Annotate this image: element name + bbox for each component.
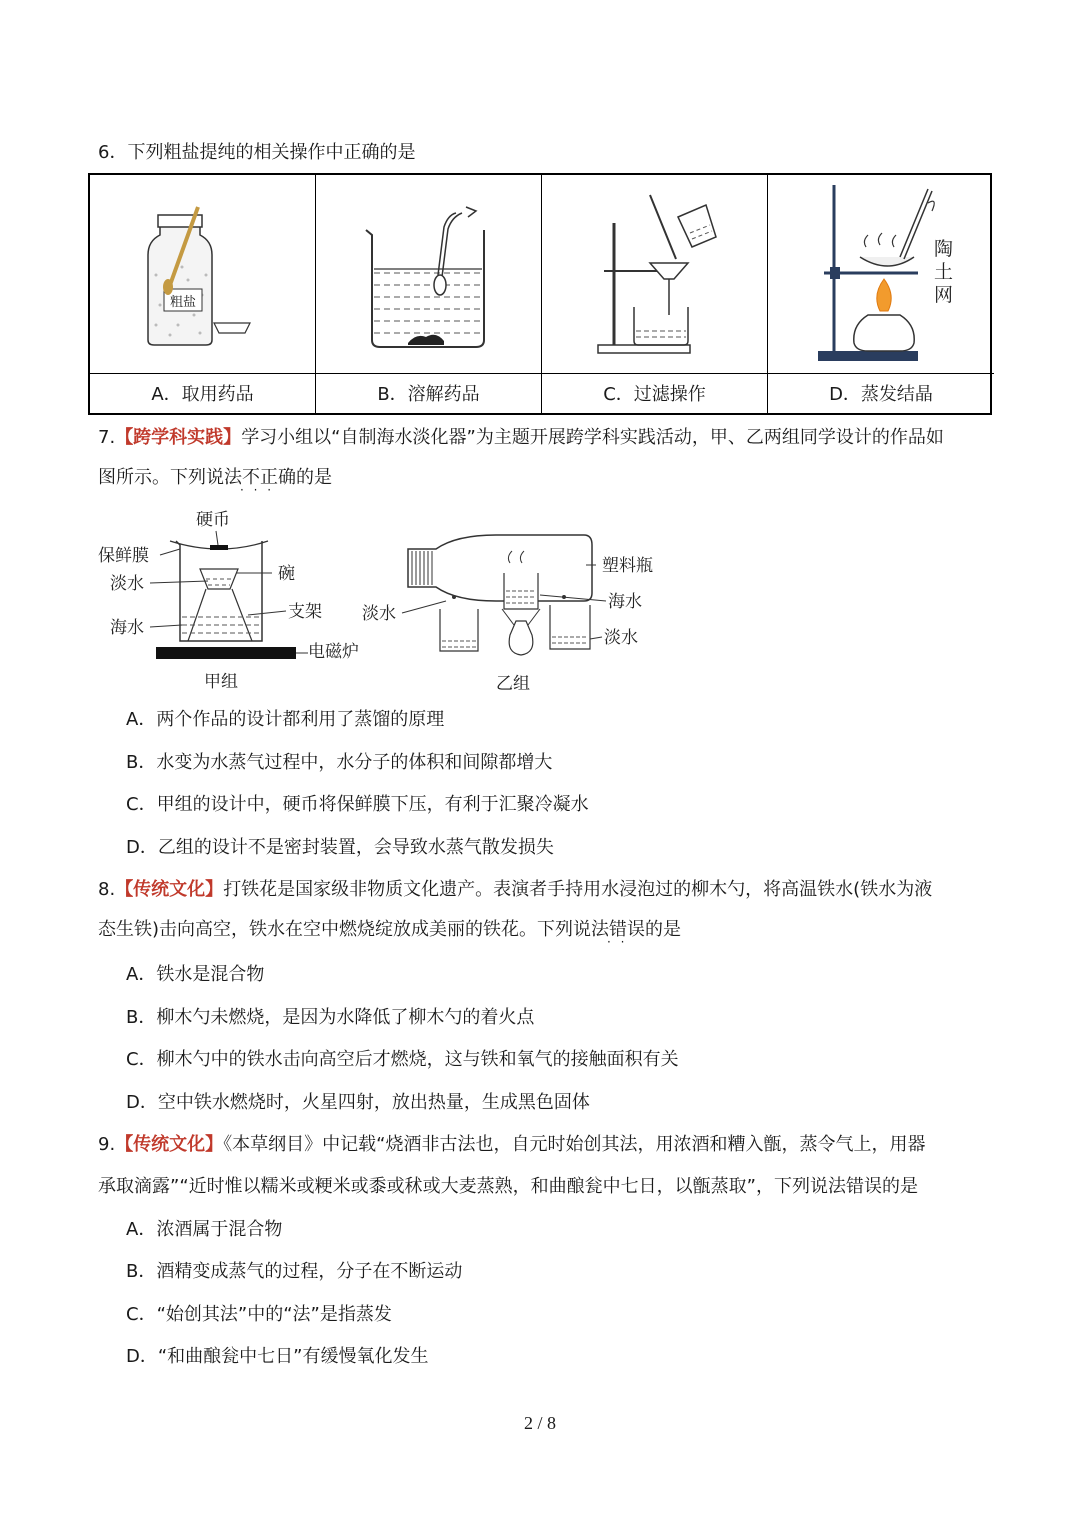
q6-caption-c: C．过滤操作: [542, 373, 768, 415]
label-group-a: 甲组: [204, 672, 238, 692]
q7-option-c: C．甲组的设计中，硬币将保鲜膜下压，有利于汇聚冷凝水: [126, 794, 589, 815]
q8-stem-line-1: [98, 878, 932, 902]
q6-caption-b: B．溶解药品: [316, 373, 542, 415]
label-fresh-water-a: 淡水: [110, 574, 144, 594]
q7-option-b: B．水变为水蒸气过程中，水分子的体积和间隙都增大: [126, 752, 553, 773]
q6-cell-a: [90, 175, 316, 373]
label-fresh-water-b1: 淡水: [362, 604, 396, 624]
q7-tag: 【跨学科实践】: [115, 427, 242, 448]
q6-stem: 6．下列粗盐提纯的相关操作中正确的是: [98, 142, 416, 163]
label-coin: 硬币: [196, 510, 230, 530]
q7-option-a: A．两个作品的设计都利用了蒸馏的原理: [126, 709, 445, 730]
q9-stem-line-2: 承取滴露”“近时惟以糯米或粳米或黍或秫或大麦蒸熟，和曲酿瓮中七日，以甑蒸取”，下列说法错误的是: [98, 1176, 918, 1197]
label-seawater-b: 海水: [608, 592, 642, 612]
q6-cell-c: [542, 175, 768, 373]
q8-stem-text-2a: 态生铁)击向高空，铁水在空中燃烧绽放成美丽的铁花。下列说法: [98, 919, 610, 940]
q6-caption-a: A．取用药品: [90, 373, 316, 415]
reagent-bottle-illustration: [90, 175, 314, 371]
q7-stem-text-1: 学习小组以“自制海水淡化器”为主题开展跨学科实践活动，甲、乙两组同学设计的作品如: [241, 427, 944, 448]
q9-tag: 【传统文化】: [115, 1134, 224, 1155]
q6-cell-d: [768, 175, 994, 373]
page-number: 2 / 8: [523, 1413, 556, 1433]
q9-stem-text-1: 《本草纲目》中记载“烧酒非古法也，自元时始创其法，用浓酒和糟入甑，蒸令气上，用器: [223, 1134, 926, 1155]
q8-option-a: A．铁水是混合物: [126, 964, 265, 985]
q8-option-c: C．柳木勺中的铁水击向高空后才燃烧，这与铁和氧气的接触面积有关: [126, 1049, 679, 1070]
q7-desalination-figure: [96, 505, 696, 695]
q7-stem-text-2a: 图所示。下列说法: [98, 467, 242, 488]
q8-emphasis-wrong: 错误 · ·: [609, 919, 645, 940]
q7-emphasis-not-correct: 不正确 · · ·: [242, 467, 296, 488]
q9-option-c: C．“始创其法”中的“法”是指蒸发: [126, 1304, 392, 1325]
label-clay-gauze-3: 网: [934, 284, 954, 306]
label-fresh-water-b2: 淡水: [604, 628, 638, 648]
label-group-b: 乙组: [496, 674, 530, 694]
q9-stem-line-1: [98, 1133, 926, 1157]
label-stand: 支架: [288, 602, 322, 622]
q6-cell-b: [316, 175, 542, 373]
label-bowl: 碗: [278, 564, 295, 584]
q7-stem-text-2c: 的是: [296, 467, 332, 488]
q9-option-b: B．酒精变成蒸气的过程，分子在不断运动: [126, 1261, 463, 1282]
q7-stem-line-1: [98, 426, 944, 450]
beaker-dissolving-illustration: [316, 175, 540, 371]
q8-number: 8.: [98, 879, 116, 900]
q9-option-d: D．“和曲酿瓮中七日”有缓慢氧化发生: [126, 1346, 429, 1367]
q7-number: 7.: [98, 427, 116, 448]
label-clay-gauze-2: 土: [934, 261, 954, 283]
filtration-illustration: [542, 175, 766, 371]
label-plastic-film: 保鲜膜: [98, 546, 149, 566]
q8-stem-text-1: 打铁花是国家级非物质文化遗产。表演者手持用水浸泡过的柳木勺，将高温铁水(铁水为液: [223, 879, 933, 900]
evaporation-illustration: [768, 175, 992, 371]
label-plastic-bottle: 塑料瓶: [602, 556, 653, 576]
q8-stem-text-2c: 的是: [645, 919, 682, 940]
q7-option-d: D．乙组的设计不是密封装置，会导致水蒸气散发损失: [126, 837, 554, 858]
label-crude-salt: 粗盐: [169, 295, 197, 310]
q7-stem-line-2: [98, 466, 332, 490]
q6-figure-table: [88, 173, 992, 415]
q9-number: 9.: [98, 1134, 116, 1155]
q8-option-b: B．柳木勺未燃烧，是因为水降低了柳木勺的着火点: [126, 1007, 535, 1028]
label-clay-gauze-1: 陶: [934, 238, 954, 260]
q9-option-a: A．浓酒属于混合物: [126, 1219, 283, 1240]
q6-caption-d: D．蒸发结晶: [768, 373, 994, 415]
q8-option-d: D．空中铁水燃烧时，火星四射，放出热量，生成黑色固体: [126, 1092, 590, 1113]
label-induction-cooker: 电磁炉: [308, 642, 359, 662]
label-seawater-a: 海水: [110, 618, 144, 638]
q8-tag: 【传统文化】: [115, 879, 224, 900]
q8-stem-line-2: [98, 918, 681, 942]
